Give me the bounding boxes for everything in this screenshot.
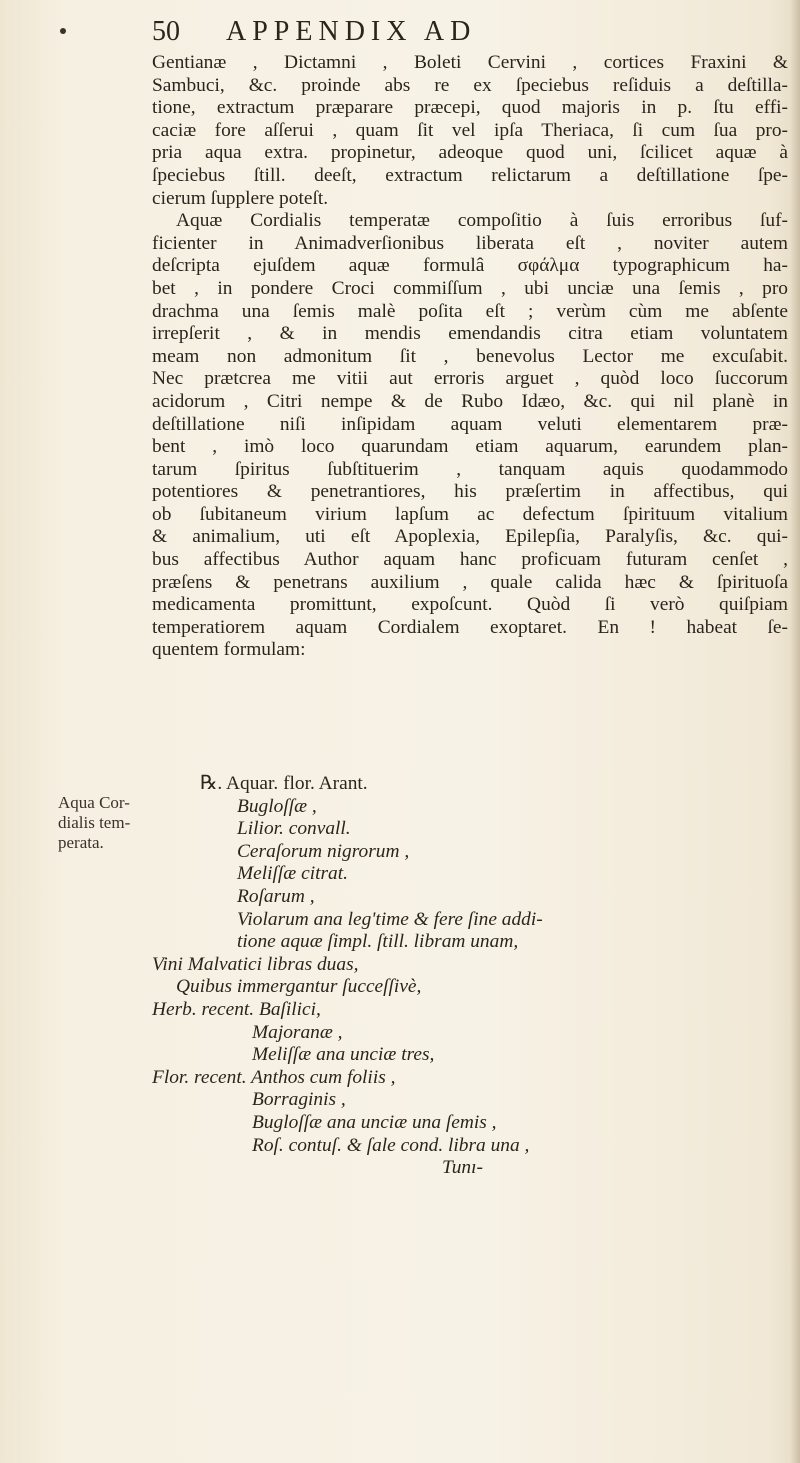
margin-note-line: Aqua Cor-: [58, 793, 130, 812]
text-line: deſcripta ejuſdem aquæ formulâ σφάλμα typographicum ha-: [152, 255, 788, 277]
running-title: APPENDIX AD: [226, 16, 477, 47]
margin-note-line: perata.: [58, 833, 104, 852]
recipe-line: Lilior. convall.: [237, 818, 351, 840]
margin-note-line: dialis tem-: [58, 813, 131, 832]
text-line: temperatiorem aquam Cordialem exoptaret. En ! habeat ſe-: [152, 616, 788, 638]
text-line: quentem formulam:: [152, 639, 306, 661]
text-line: bet , in pondere Croci commiſſum , ubi unciæ una ſemis , pro: [152, 277, 788, 299]
recipe-line: Borraginis ,: [252, 1089, 346, 1111]
recipe-line: ℞. Aquar. flor. Arant.: [200, 773, 368, 794]
text-line: ſpeciebus ſtill. deeſt, extractum relictarum a deſtillatione ſpe-: [152, 164, 788, 186]
recipe-line: Meliſſæ citrat.: [237, 863, 348, 885]
recipe-line: Bugloſſæ ,: [237, 795, 317, 817]
text-line: Aquæ Cordialis temperatæ compoſitio à ſuis erroribus ſuf-: [176, 210, 788, 232]
recipe-line: Vini Malvatici libras duas,: [152, 953, 359, 975]
text-line: cierum ſupplere poteſt.: [152, 187, 329, 209]
page-number: 50: [152, 16, 180, 47]
margin-note: [58, 793, 148, 853]
text-line: Nec prætcrea me vitii aut erroris arguet , quòd loco ſuccorum: [152, 368, 788, 390]
text-line: meam non admonitum ſit , benevolus Lector me excuſabit.: [152, 345, 788, 367]
text-line: acidorum , Citri nempe & de Rubo Idæo, &c. qui nil planè in: [152, 390, 788, 412]
text-line: & animalium, uti eſt Apoplexia, Epilepſia, Paralyſis, &c. qui-: [152, 526, 788, 548]
recipe-line: Meliſſæ ana unciæ tres,: [252, 1044, 435, 1066]
recipe-line: Majoranæ ,: [252, 1021, 343, 1043]
ink-spot: [60, 28, 66, 34]
text-line: medicamenta promittunt, expoſcunt. Quòd ſi verò quiſpiam: [152, 594, 788, 616]
text-line: caciæ fore aſſerui , quam ſit vel ipſa Theriaca, ſi cum ſua pro-: [152, 119, 788, 141]
recipe-formula: [152, 773, 788, 1180]
text-line: tarum ſpiritus ſubſtituerim , tanquam aquis quodammodo: [152, 458, 788, 480]
recipe-line: Flor. recent. Anthos cum foliis ,: [152, 1066, 396, 1088]
text-line: tione, extractum præparare præcepi, quod majoris in p. ſtu effi-: [152, 97, 788, 119]
page-edge-shadow: [790, 0, 800, 1463]
recipe-line: tione aquæ ſimpl. ſtill. libram unam,: [237, 931, 519, 953]
text-line: irrepſerit , & in mendis emendandis citra etiam voluntatem: [152, 323, 788, 345]
page-header: [150, 10, 790, 54]
recipe-line: Tunı-: [442, 1157, 483, 1179]
text-line: bent , imò loco quarundam etiam aquarum, earundem plan-: [152, 436, 788, 458]
recipe-line: Herb. recent. Baſilici,: [152, 998, 321, 1020]
text-line: pria aqua extra. propinetur, adeoque quod uni, ſcilicet aquæ à: [152, 142, 788, 164]
recipe-line: Ceraſorum nigrorum ,: [237, 840, 410, 862]
main-text: [152, 52, 788, 662]
recipe-line: Roſarum ,: [237, 885, 315, 907]
recipe-line: Bugloſſæ ana unciæ una ſemis ,: [252, 1111, 497, 1133]
text-line: drachma una ſemis malè poſita eſt ; verùm cùm me abſente: [152, 300, 788, 322]
text-line: deſtillatione niſi inſipidam aquam veluti elementarem præ-: [152, 413, 788, 435]
text-line: potentiores & penetrantiores, his præſertim in affectibus, qui: [152, 481, 788, 503]
recipe-line: Quibus immergantur ſucceſſivè,: [176, 976, 422, 998]
text-line: bus affectibus Author aquam hanc proficuam futuram cenſet ,: [152, 549, 788, 571]
text-line: ob ſubitaneum virium lapſum ac defectum ſpirituum vitalium: [152, 503, 788, 525]
text-line: Gentianæ , Dictamni , Boleti Cervini , cortices Fraxini &: [152, 52, 788, 73]
text-line: ficienter in Animadverſionibus liberata eſt , noviter autem: [152, 232, 788, 254]
recipe-line: Roſ. contuſ. & ſale cond. libra una ,: [252, 1134, 530, 1156]
text-line: Sambuci, &c. proinde abs re ex ſpeciebus reſiduis a deſtilla-: [152, 74, 788, 96]
recipe-line: Violarum ana leg'time & fere ſine addi-: [237, 908, 543, 930]
text-line: præſens & penetrans auxilium , quale calida hæc & ſpirituoſa: [152, 571, 788, 593]
